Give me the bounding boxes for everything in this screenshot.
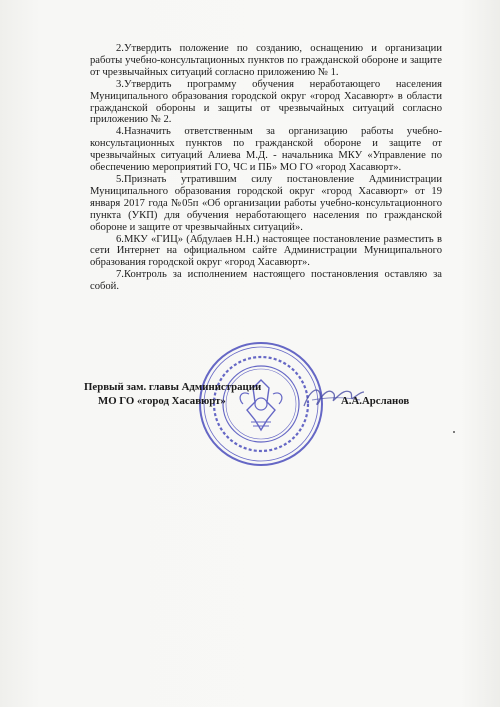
document-body [90, 43, 442, 293]
page-speck [453, 431, 455, 433]
paragraph-6: 6.МКУ «ГИЦ» (Абдулаев Н.Н.) настоящее постановление разместить в сети Интернет на официальном сайте Администрации Муниципального образования городской округ «город Хасавюрт». [90, 233, 442, 269]
paragraph-3: 3.Утвердить программу обучения неработающего населения Муниципального образования городской округ «город Хасавюрт» в области гражданской обороны и защиты от чрезвычайных ситуаций согласно приложению № 2. [90, 78, 442, 126]
signer-position-line-2: МО ГО «город Хасавюрт» [98, 395, 226, 407]
paragraph-4: 4.Назначить ответственным за организацию работы учебно-консультационных пунктов по гражданской обороне и защите от чрезвычайных ситуаций Алиева М.Д. - начальника МКУ «Управление по обеспечению мероприятий ГО, ЧС и ПБ» МО ГО «город Хасавюрт». [90, 126, 442, 174]
paragraph-7: 7.Контроль за исполнением настоящего постановления оставляю за собой. [90, 269, 442, 293]
signer-position-line-1: Первый зам. главы Администрации [84, 381, 262, 393]
paragraph-5: 5.Признать утратившим силу постановление Администрации Муниципального образования городской округ «город Хасавюрт» от 19 января 2017 года №05п «Об организации работы учебно-консультационного пункта (УКП) для обучения неработающего населения по гражданской обороне и защите от чрезвычайных ситуаций». [90, 173, 442, 233]
signer-name: А.А.Арсланов [341, 395, 410, 407]
paragraph-2: 2.Утвердить положение по созданию, оснащению и организации работы учебно-консультационных пунктов по гражданской обороне и защите от чрезвычайных ситуаций согласно приложению № 1. [90, 43, 442, 78]
